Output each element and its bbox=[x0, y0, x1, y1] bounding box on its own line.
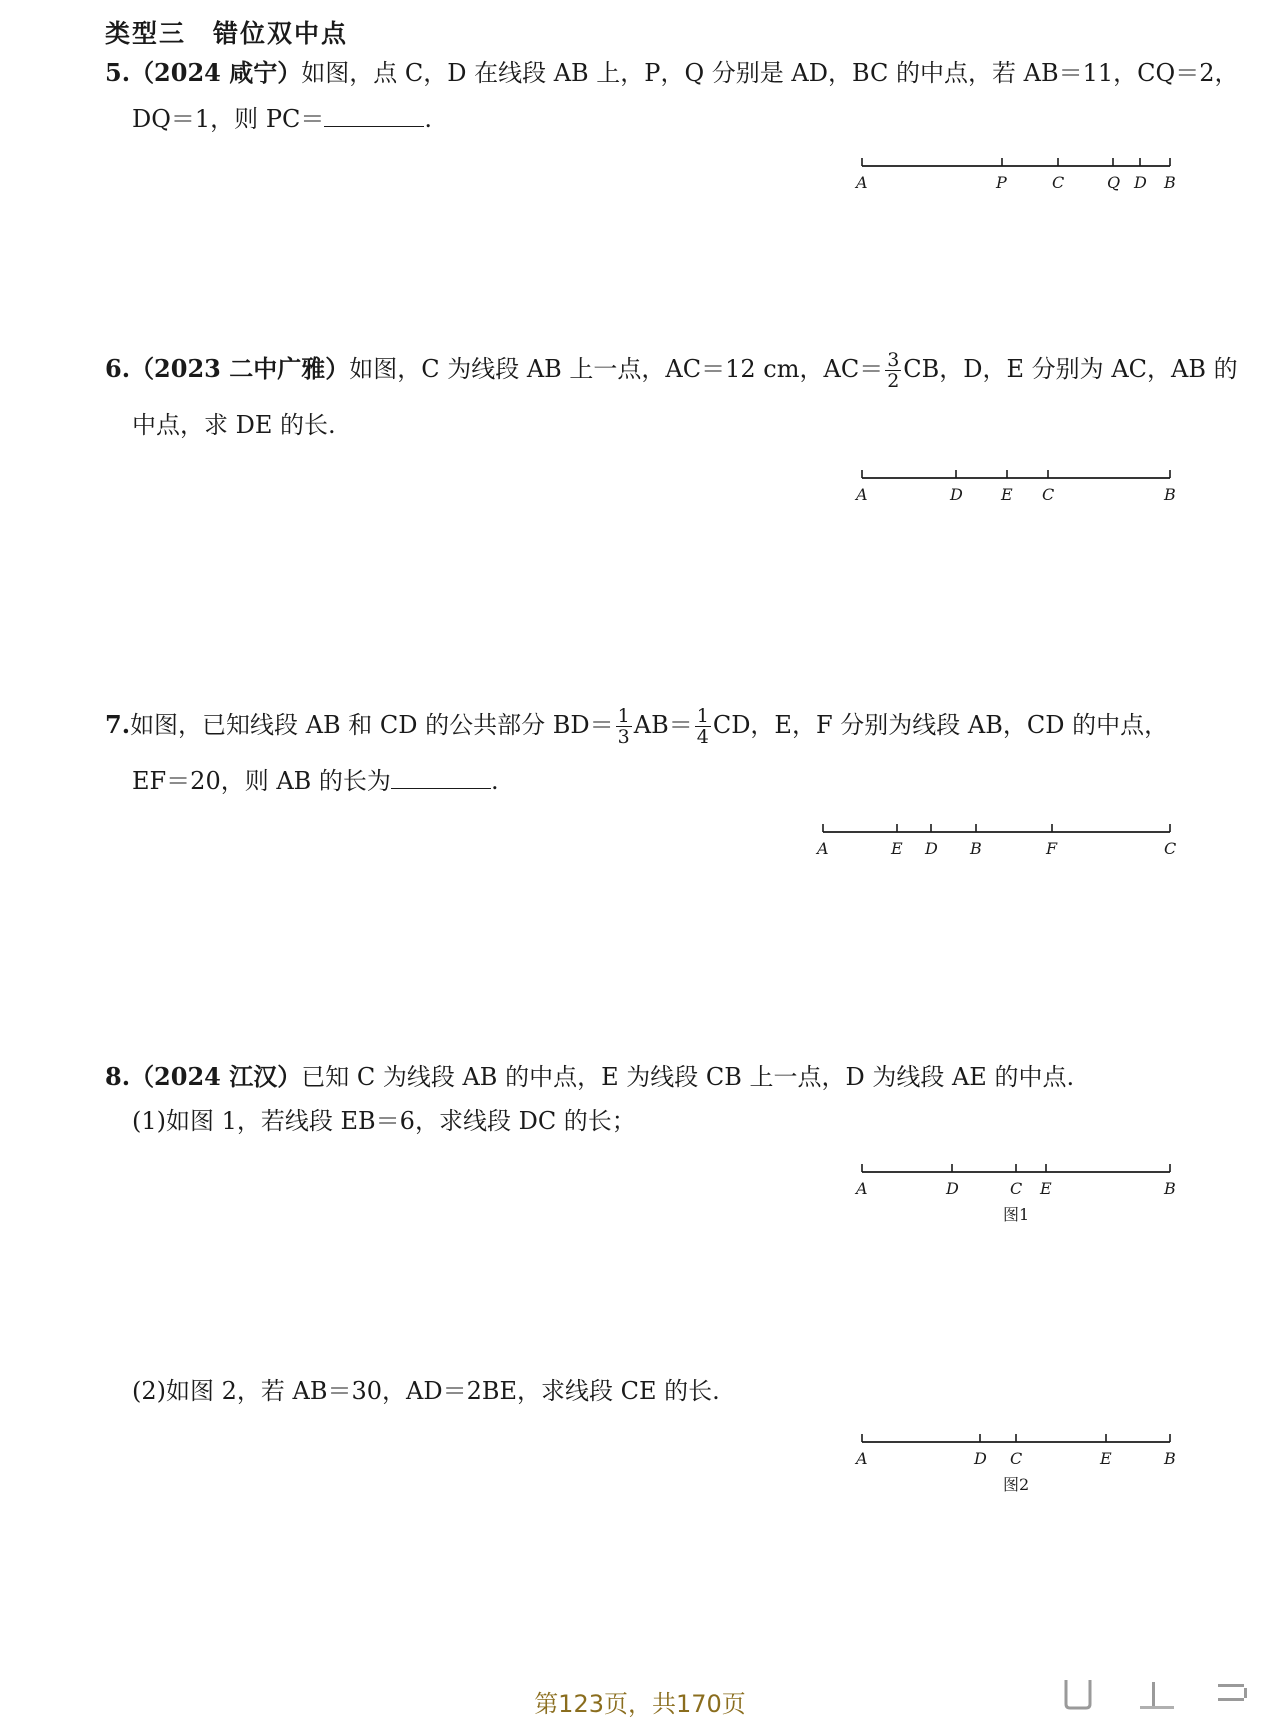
q6-text-1b: CB，D，E 分别为 AC，AB 的 bbox=[903, 355, 1238, 383]
q7-text-1c: CD，E，F 分别为线段 AB，CD 的中点， bbox=[712, 711, 1169, 739]
q5-label-b: B bbox=[1164, 173, 1176, 192]
q7-text-1b: AB＝ bbox=[633, 711, 693, 739]
q6-frac-num: 3 bbox=[887, 349, 900, 371]
q6-text-1a: 如图，C 为线段 AB 上一点，AC＝12 cm，AC＝ bbox=[349, 355, 884, 383]
q8-fig2-label-c: C bbox=[1010, 1449, 1023, 1468]
q7-frac2-den: 4 bbox=[696, 726, 709, 748]
q6-line2 bbox=[132, 408, 336, 442]
q7-frac1-den: 3 bbox=[617, 726, 630, 748]
q5-label-d: D bbox=[1134, 173, 1147, 192]
q7-number: 7. bbox=[105, 710, 131, 739]
q7-label-c: C bbox=[1164, 839, 1177, 858]
q6-label-b: B bbox=[1164, 485, 1176, 504]
q5-label-p: P bbox=[996, 173, 1007, 192]
q7-frac1-num: 1 bbox=[617, 705, 630, 727]
q8-line1 bbox=[105, 1060, 1074, 1094]
q7-text-2a: EF＝20，则 AB 的长为 bbox=[132, 767, 391, 795]
q5-figure bbox=[840, 150, 1180, 196]
q5-label-q: Q bbox=[1107, 173, 1121, 192]
q7-line1 bbox=[105, 706, 1168, 747]
q7-text-1a: 如图，已知线段 AB 和 CD 的公共部分 BD＝ bbox=[130, 711, 614, 739]
q7-figure bbox=[805, 816, 1180, 862]
q8-part1 bbox=[132, 1104, 636, 1138]
q5-line1 bbox=[105, 56, 1238, 90]
page-indicator: 第123页，共170页 bbox=[534, 1690, 746, 1718]
q8-figure-2 bbox=[840, 1426, 1180, 1496]
q5-line2 bbox=[132, 102, 432, 136]
q8-fig2-label-e: E bbox=[1100, 1449, 1112, 1468]
q8-fig1-label-b: B bbox=[1164, 1179, 1176, 1198]
q7-label-e: E bbox=[891, 839, 903, 858]
q6-frac-den: 2 bbox=[887, 370, 900, 392]
q7-line2 bbox=[132, 764, 499, 798]
q5-text-2: DQ＝1，则 PC＝ bbox=[132, 105, 325, 133]
more-options-icon[interactable] bbox=[1214, 1676, 1254, 1712]
q8-fig1-label-e: E bbox=[1040, 1179, 1052, 1198]
q7-label-a: A bbox=[817, 839, 829, 858]
q5-text-1: 如图，点 C，D 在线段 AB 上，P，Q 分别是 AD，BC 的中点，若 AB＝11，CQ＝2， bbox=[301, 59, 1239, 87]
fit-page-icon[interactable] bbox=[1060, 1676, 1094, 1712]
q6-line1 bbox=[105, 350, 1238, 391]
q7-period: . bbox=[490, 767, 499, 795]
q8-fig1-label-c: C bbox=[1010, 1179, 1023, 1198]
q5-answer-blank[interactable] bbox=[324, 102, 424, 127]
q8-fig2-caption: 图2 bbox=[1003, 1475, 1030, 1494]
page-view-icon[interactable] bbox=[1136, 1676, 1176, 1712]
q6-text-2: 中点，求 DE 的长. bbox=[132, 411, 336, 439]
q6-label-a: A bbox=[856, 485, 868, 504]
q7-answer-blank[interactable] bbox=[391, 764, 491, 789]
q8-text-1: 已知 C 为线段 AB 的中点，E 为线段 CB 上一点，D 为线段 AE 的中点. bbox=[301, 1063, 1075, 1091]
q5-source: （2024 咸宁） bbox=[130, 58, 302, 87]
q6-label-d: D bbox=[950, 485, 963, 504]
q7-fraction-1 bbox=[616, 706, 632, 747]
q8-figure-1 bbox=[840, 1156, 1180, 1226]
q5-label-c: C bbox=[1052, 173, 1065, 192]
q5-label-a: A bbox=[856, 173, 868, 192]
q5-period: . bbox=[424, 105, 432, 133]
q8-part2-text: (2)如图 2，若 AB＝30，AD＝2BE，求线段 CE 的长. bbox=[132, 1377, 720, 1405]
q6-label-e: E bbox=[1001, 485, 1013, 504]
q8-part1-text: (1)如图 1，若线段 EB＝6，求线段 DC 的长； bbox=[132, 1107, 636, 1135]
q7-frac2-num: 1 bbox=[696, 705, 709, 727]
q7-label-b: B bbox=[970, 839, 982, 858]
q7-fraction-2 bbox=[695, 706, 711, 747]
section-title: 类型三 错位双中点 bbox=[105, 19, 349, 48]
q8-fig2-label-d: D bbox=[974, 1449, 987, 1468]
q5-number: 5. bbox=[105, 58, 131, 87]
q8-part2 bbox=[132, 1374, 720, 1408]
q8-fig2-label-b: B bbox=[1164, 1449, 1176, 1468]
q6-number: 6. bbox=[105, 354, 131, 383]
q6-label-c: C bbox=[1042, 485, 1055, 504]
q7-label-f: F bbox=[1046, 839, 1058, 858]
q6-fraction bbox=[885, 350, 901, 391]
q6-figure bbox=[840, 462, 1180, 508]
q8-number: 8. bbox=[105, 1062, 131, 1091]
q7-label-d: D bbox=[925, 839, 938, 858]
q8-fig1-label-d: D bbox=[946, 1179, 959, 1198]
q8-fig2-label-a: A bbox=[856, 1449, 868, 1468]
q8-fig1-caption: 图1 bbox=[1003, 1205, 1030, 1224]
q8-fig1-label-a: A bbox=[856, 1179, 868, 1198]
q6-source: （2023 二中广雅） bbox=[130, 354, 350, 383]
q8-source: （2024 江汉） bbox=[130, 1062, 302, 1091]
